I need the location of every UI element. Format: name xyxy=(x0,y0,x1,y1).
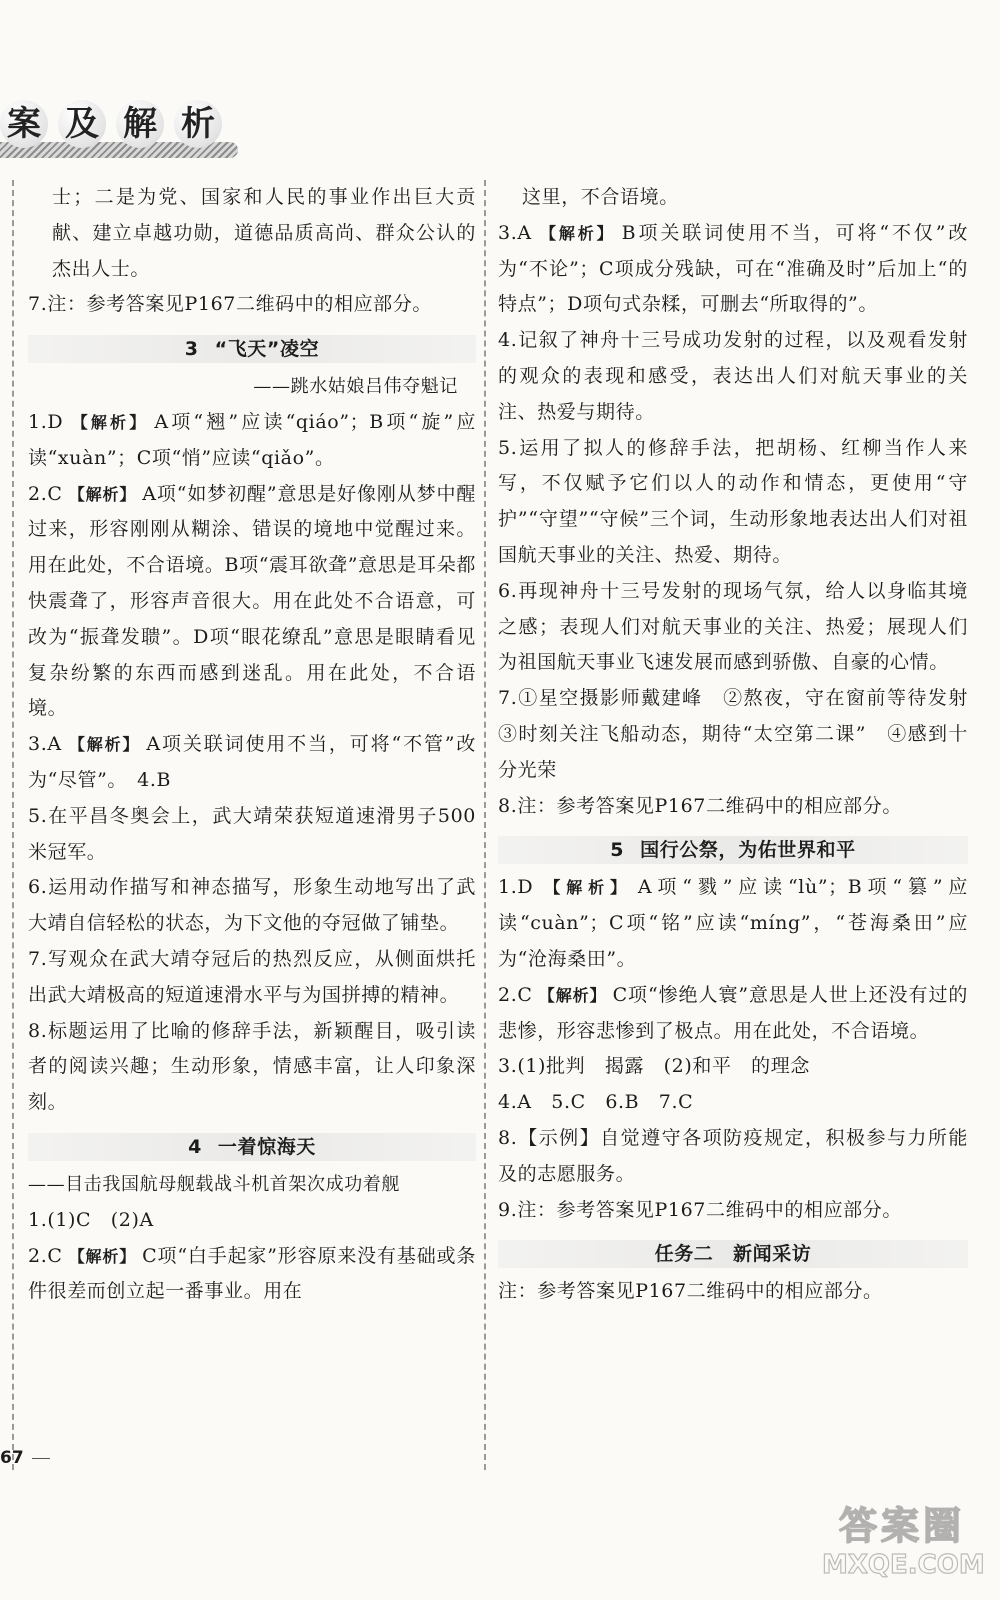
answer-7: 7.注：参考答案见P167二维码中的相应部分。 xyxy=(28,293,432,316)
answer-5: 5.在平昌冬奥会上，武大靖荣获短道速滑男子500米冠军。 xyxy=(28,804,476,863)
header-char: 及 xyxy=(58,100,106,148)
answer-3: 3.(1)批判 揭露 (2)和平 的理念 xyxy=(498,1055,810,1078)
page-number: 67 xyxy=(0,1448,50,1468)
task-2-heading: 任务二 新闻采访 xyxy=(498,1234,968,1274)
answer-7: 7.写观众在武大靖夺冠后的热烈反应，从侧面烘托出武大靖极高的短道速滑水平与为国拼搏的精神。 xyxy=(28,947,476,1006)
answer-text: C项“白手起家”形容原来没有基础或条件很差而创立起一番事业。用在 xyxy=(28,1244,477,1303)
answer-8: 8.【示例】自觉遵守各项防疫规定，积极参与力所能及的志愿服务。 xyxy=(498,1126,968,1185)
section-4-subtitle: ——目击我国航母舰载战斗机首架次成功着舰 xyxy=(28,1173,400,1195)
header-char: 解 xyxy=(116,100,164,148)
answer-text: B项关联词使用不当，可将“不仅”改为“不论”；C项成分残缺，可在“准确及时”后加上“的特点”；D项句式杂糅，可删去“所取得的”。 xyxy=(498,221,969,316)
answer-3 xyxy=(28,727,476,799)
answer-4: 4.记叙了神舟十三号成功发射的过程，以及观看发射的观众的表现和感受，表达出人们对航天事业的关注、热爱与期待。 xyxy=(498,329,968,423)
answer-text: A项“如梦初醒”意思是好像刚从梦中醒过来，形容刚刚从糊涂、错误的境地中觉醒过来。用在此处，不合语境。B项“震耳欲聋”意思是耳朵都快震聋了，形容声音很大。用在此处不合语意，可改为“振聋发聩”。D项“眼花缭乱”意思是眼睛看见复杂纷繁的东西而感到迷乱。用在此处，不合语境。 xyxy=(28,482,476,720)
answer-1 xyxy=(498,870,968,977)
answer-number: 2.C xyxy=(28,1244,63,1267)
analysis-badge: 【解析】 xyxy=(539,878,632,898)
answer-9: 9.注：参考答案见P167二维码中的相应部分。 xyxy=(498,1198,902,1221)
answer-8: 8.标题运用了比喻的修辞手法，新颖醒目，吸引读者的阅读兴趣；生动形象，情感丰富，让人印象深刻。 xyxy=(28,1019,476,1114)
answer-2 xyxy=(498,978,968,1050)
answer-6: 6.再现神舟十三号发射的现场气氛，给人以身临其境之感；表现人们对航天事业的关注、热爱；展现人们为祖国航天事业飞速发展而感到骄傲、自豪的心情。 xyxy=(498,579,968,674)
answer-number: 2.C xyxy=(28,482,63,505)
section-title: “飞天”凌空 xyxy=(214,338,320,361)
answer-8: 8.注：参考答案见P167二维码中的相应部分。 xyxy=(498,794,902,817)
right-column xyxy=(484,180,988,1470)
answer-text: A项“戮”应读“lù”；B项“篡”应读“cuàn”；C项“铭”应读“míng”，“苍海桑田”应为“沧海桑田”。 xyxy=(498,876,969,970)
answer-3 xyxy=(498,216,968,323)
header-title xyxy=(0,100,222,148)
left-column xyxy=(12,180,476,1470)
answer-number: 2.C xyxy=(498,983,533,1006)
section-number: 4 xyxy=(188,1135,202,1158)
analysis-badge: 【解析】 xyxy=(68,484,137,504)
answer-text: A项“翘”应读“qiáo”；B项“旋”应读“xuàn”；C项“悄”应读“qiǎo”。 xyxy=(28,410,476,469)
analysis-badge: 【解析】 xyxy=(69,412,149,432)
continued-paragraph: 士；二是为党、国家和人民的事业作出巨大贡献、建立卓越功勋，道德品质高尚、群众公认的杰出人士。 xyxy=(52,186,476,280)
answer-number: 1.D xyxy=(498,876,534,899)
analysis-badge: 【解析】 xyxy=(537,223,616,243)
header-char: 析 xyxy=(174,100,222,148)
answer-4-7: 4.A 5.C 6.B 7.C xyxy=(498,1091,694,1114)
answer-1 xyxy=(28,405,476,477)
answer-number: 1.D xyxy=(28,410,64,433)
answer-7: 7.①星空摄影师戴建峰 ②熬夜，守在窗前等待发射 ③时刻关注飞船动态，期待“太空第二课” ④感到十分光荣 xyxy=(498,687,988,781)
answer-text: C项“惨绝人寰”意思是人世上还没有过的悲惨，形容悲惨到了极点。用在此处，不合语境。 xyxy=(498,983,968,1042)
section-3-subtitle: ——跳水姑娘吕伟夺魁记 xyxy=(253,376,458,398)
answer-6: 6.运用动作描写和神态描写，形象生动地写出了武大靖自信轻松的状态，为下文他的夺冠做了铺垫。 xyxy=(28,876,476,935)
answer-2 xyxy=(28,1239,476,1311)
answer-2 xyxy=(28,477,476,728)
header-char: 案 xyxy=(0,100,48,148)
analysis-badge: 【解析】 xyxy=(67,735,141,755)
answer-text: A项关联词使用不当，可将“不管”改为“尽管”。 4.B xyxy=(28,733,476,791)
watermark-url: MXQE.COM xyxy=(822,1550,985,1580)
section-number: 5 xyxy=(610,839,625,862)
section-title: 国行公祭，为佑世界和平 xyxy=(640,839,856,862)
section-title: 一着惊海天 xyxy=(217,1135,316,1158)
analysis-badge: 【解析】 xyxy=(538,985,607,1005)
analysis-badge: 【解析】 xyxy=(68,1246,137,1266)
continued-paragraph: 这里，不合语境。 xyxy=(522,186,679,208)
watermark-text: 答案圈 xyxy=(838,1504,965,1548)
section-number: 3 xyxy=(184,338,199,361)
answer-analysis-header xyxy=(0,98,240,160)
section-5-heading xyxy=(498,830,968,870)
task-2-note: 注：参考答案见P167二维码中的相应部分。 xyxy=(498,1280,883,1303)
answer-1: 1.(1)C (2)A xyxy=(28,1208,154,1231)
section-4-heading xyxy=(28,1127,476,1167)
answer-5: 5.运用了拟人的修辞手法，把胡杨、红柳当作人来写，不仅赋予它们以人的动作和情态，更使用“守护”“守望”“守候”三个词，生动形象地表达出人们对祖国航天事业的关注、热爱、期待。 xyxy=(498,436,968,566)
answer-number: 3.A xyxy=(498,221,532,244)
watermark-logo xyxy=(822,1495,985,1590)
answer-number: 3.A xyxy=(28,733,62,756)
section-3-heading xyxy=(28,329,476,369)
